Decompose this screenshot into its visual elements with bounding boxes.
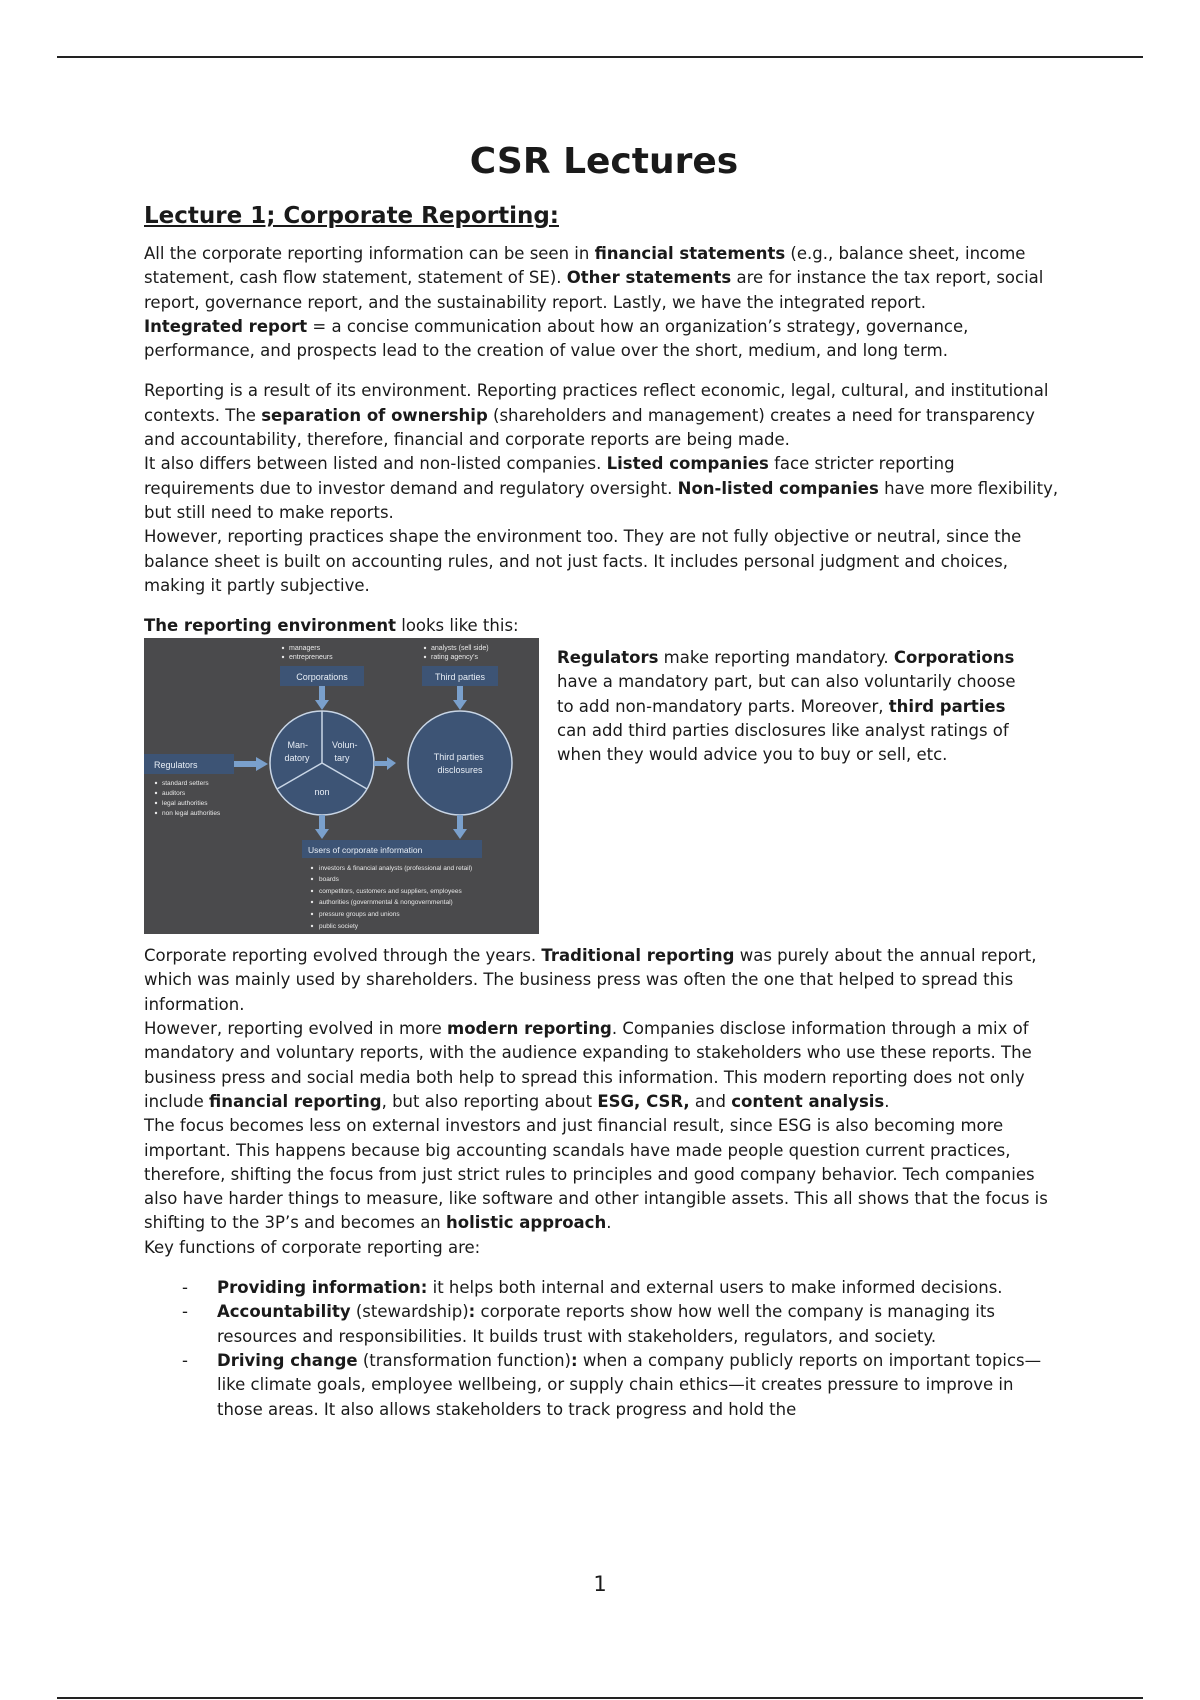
- disclosures-label: Third parties disclosures: [433, 752, 484, 776]
- paragraph: All the corporate reporting information can be seen in financial statements (e.g., balance sheet, income statement, cash flow statement, statement of SE). Other statements are for instance the tax report, social report, governance report, and the sustainability report. Lastly, we have the integrated report.: [144, 244, 1044, 312]
- user-bullets: investors & financial analysts (professional and retail) boards competitors, customers and suppliers, employees authorities (governmental & nongovernmental) pressure groups and unions public society: [319, 865, 473, 931]
- disclosures-circle: [408, 711, 512, 815]
- header-rule: [57, 56, 1143, 58]
- regulator-bullets: standard setters auditors legal authorities non legal authorities: [162, 780, 221, 818]
- lecture-heading: Lecture 1; Corporate Reporting:: [144, 203, 559, 229]
- third-bullet: rating agency’s: [431, 654, 478, 662]
- regulators-label: Regulators: [154, 760, 198, 771]
- environment-intro: The reporting environment looks like this:: [144, 616, 519, 636]
- paragraph: Corporate reporting evolved through the years. Traditional reporting was purely about the annual report, which was mainly used by shareholders. The business press was often the one that helped to spread this information.: [144, 946, 1037, 1014]
- environment-description: Regulators make reporting mandatory. Corporations have a mandatory part, but can also voluntarily choose to add non-mandatory parts. Moreover, third parties can add third parties disclosures like analyst ratings of when they would advice you to buy or sell, etc.: [557, 648, 1016, 765]
- paragraph: Reporting is a result of its environment. Reporting practices reflect economic, legal, cultural, and institutional contexts. The separation of ownership (shareholders and management) creates a need for transparency and accountability, therefore, financial and corporate reports are being made.: [144, 381, 1049, 450]
- paragraph: It also differs between listed and non-listed companies. Listed companies face stricter reporting requirements due to investor demand and regulatory oversight. Non-listed companies have more flexibility, but still need to make reports.: [144, 454, 1059, 522]
- mandatory-label: Man- datory: [284, 740, 310, 764]
- corporations-label: Corporations: [296, 672, 348, 683]
- paragraph: However, reporting evolved in more modern reporting. Companies disclose information through a mix of mandatory and voluntary reports, with the audience expanding to stakeholders who use these reports. The business press and social media both help to spread this information. This modern reporting does not only include financial reporting, but also reporting about ESG, CSR, and content analysis.: [144, 1019, 1032, 1111]
- document-page: [144, 138, 1064, 1422]
- third-parties-label: Third parties: [434, 672, 486, 683]
- list-item: - Driving change (transformation function): when a company publicly reports on important topics—like climate goals, employee wellbeing, or supply chain ethics—it creates pressure to improve in those areas. It also allows stakeholders to track progress and hold the: [182, 1350, 1042, 1419]
- paragraph: Key functions of corporate reporting are:: [144, 1237, 481, 1257]
- dash-bullet: -: [182, 1302, 188, 1322]
- document-title: CSR Lectures: [469, 141, 739, 182]
- users-label: Users of corporate information: [308, 845, 423, 856]
- dash-bullet: -: [182, 1278, 188, 1298]
- list-item: - Accountability (stewardship): corporate reports show how well the company is managing its resources and responsibilities. It builds trust with stakeholders, regulators, and society.: [182, 1302, 995, 1346]
- corp-bullet: entrepreneurs: [289, 654, 333, 662]
- corp-bullet: managers: [289, 645, 321, 653]
- reporting-environment-section: [144, 614, 1064, 944]
- paragraph: Integrated report = a concise communication about how an organization’s strategy, governance, performance, and prospects lead to the creation of value over the short, medium, and long term.: [144, 316, 969, 361]
- list-item: - Providing information: it helps both internal and external users to make informed decisions.: [144, 1276, 1064, 1300]
- non-label: non: [314, 787, 330, 798]
- reporting-environment-diagram: [144, 638, 539, 934]
- footer-rule: [57, 1697, 1143, 1699]
- voluntary-label: Volun- tary: [331, 740, 358, 764]
- paragraph: The focus becomes less on external investors and just financial result, since ESG is also becoming more important. This happens because big accounting scandals have made people question current practices, therefore, shifting the focus from just strict rules to principles and good company behavior. Tech companies also have harder things to measure, like software and other intangible assets. This all shows that the focus is shifting to the 3P’s and becomes an holistic approach.: [144, 1116, 1048, 1233]
- dash-bullet: -: [182, 1350, 188, 1370]
- page-number: 1: [593, 1572, 607, 1596]
- functions-list: [144, 1276, 1064, 1422]
- third-bullet: analysts (sell side): [431, 645, 489, 653]
- paragraph: However, reporting practices shape the environment too. They are not fully objective or neutral, since the balance sheet is built on accounting rules, and not just facts. It includes personal judgment and choices, making it partly subjective.: [144, 527, 1022, 595]
